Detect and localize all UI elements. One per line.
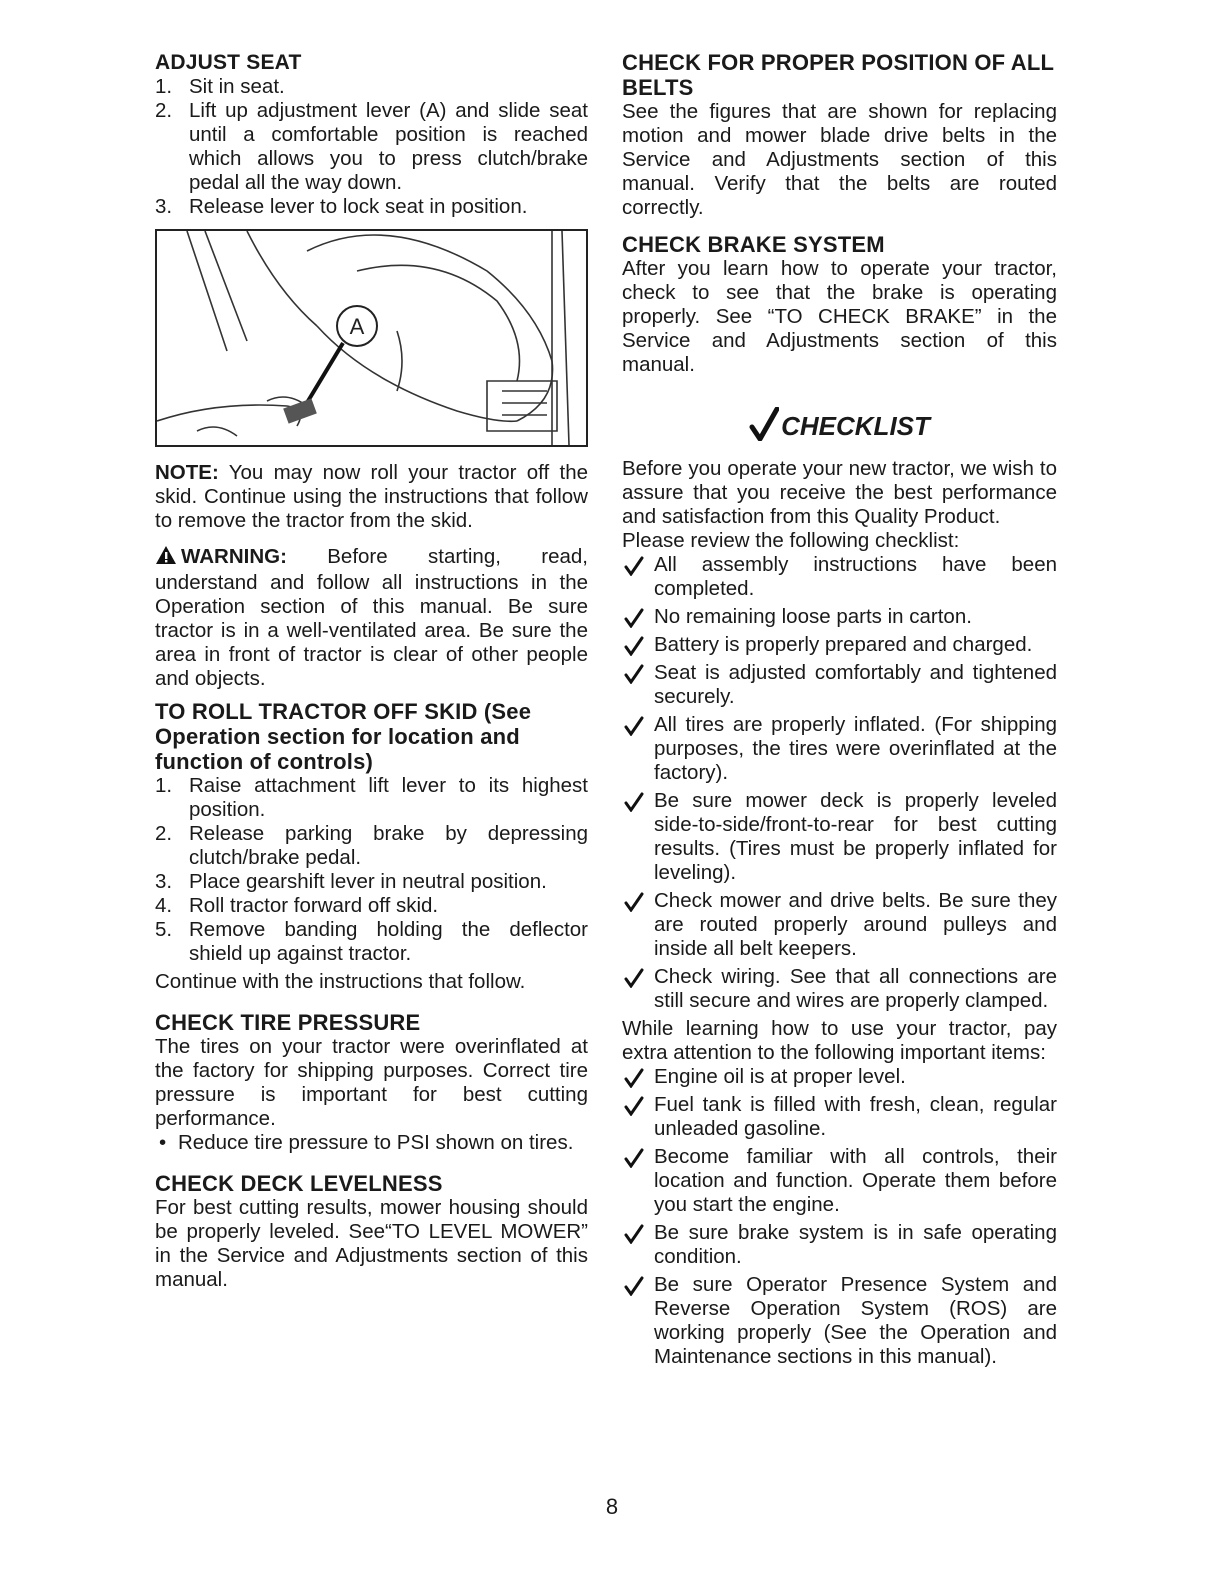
seat-illustration	[157, 231, 586, 445]
checklist-while: While learning how to use your tractor, pay extra attention to the following important items:	[622, 1017, 1057, 1064]
checklist-item: Battery is properly prepared and charged.	[622, 633, 1057, 657]
checkmark-icon	[749, 407, 779, 447]
checklist-item: Be sure mower deck is properly leveled side-to-side/front-to-rear for best cutting results. (Tires must be properly inflated for leveling).	[622, 789, 1057, 885]
tire-pressure-text: The tires on your tractor were overinflated at the factory for shipping purposes. Correct tire pressure is important for best cutting performance.	[155, 1035, 588, 1130]
checklist-intro: Before you operate your new tractor, we wish to assure that you receive the best performance and satisfaction from this Quality Product.	[622, 457, 1057, 528]
list-item: 1. Raise attachment lift lever to its highest position.	[155, 774, 588, 821]
checkmark-icon	[624, 892, 644, 912]
belts-heading: CHECK FOR PROPER POSITION OF ALL BELTS	[622, 50, 1054, 100]
tire-pressure-bullet: • Reduce tire pressure to PSI shown on tires.	[159, 1131, 574, 1154]
checkmark-icon	[624, 1068, 644, 1088]
checkmark-icon	[624, 1276, 644, 1296]
checkmark-icon	[624, 664, 644, 684]
checkmark-icon	[624, 1148, 644, 1168]
checklist-item: Check mower and drive belts. Be sure they are routed properly around pulleys and inside all belt keepers.	[622, 889, 1057, 961]
adjust-seat-heading: ADJUST SEAT	[155, 51, 302, 74]
roll-off-skid-heading: TO ROLL TRACTOR OFF SKID (See Operation section for location and function of controls)	[155, 699, 532, 774]
warning-icon	[155, 545, 177, 571]
checklist-review: Please review the following checklist:	[622, 529, 960, 552]
checklist-item: Engine oil is at proper level.	[622, 1065, 1057, 1089]
checkmark-icon	[624, 1224, 644, 1244]
checkmark-icon	[624, 968, 644, 988]
checklist-item: No remaining loose parts in carton.	[622, 605, 1057, 629]
tire-pressure-heading: CHECK TIRE PRESSURE	[155, 1010, 421, 1035]
list-item: 2. Release parking brake by depressing clutch/brake pedal.	[155, 822, 588, 869]
seat-adjustment-figure	[155, 229, 588, 447]
list-item: 2. Lift up adjustment lever (A) and slide seat until a comfortable position is reached which allows you to press clutch/brake pedal all the way down.	[155, 99, 588, 194]
brake-text: After you learn how to operate your tractor, check to see that the brake is operating properly. See “TO CHECK BRAKE” in the Service and Adjustments section of this manual.	[622, 257, 1057, 376]
roll-off-steps	[155, 774, 588, 966]
checkmark-icon	[624, 556, 644, 576]
warning-paragraph: WARNING: Before starting, read, understand and follow all instructions in the Operation section of this manual. Be sure tractor is in a well-ventilated area. Be sure the area in front of tractor is clear of other people and objects.	[155, 545, 588, 690]
brake-heading: CHECK BRAKE SYSTEM	[622, 232, 885, 257]
deck-levelness-heading: CHECK DECK LEVELNESS	[155, 1171, 443, 1196]
checklist-items	[622, 553, 1057, 1013]
list-item: 1. Sit in seat.	[155, 75, 285, 98]
checkmark-icon	[624, 608, 644, 628]
checklist-item: Be sure Operator Presence System and Reverse Operation System (ROS) are working properly (See the Operation and Maintenance sections in this manual).	[622, 1273, 1057, 1369]
checklist-item: Seat is adjusted comfortably and tightened securely.	[622, 661, 1057, 709]
adjust-seat-steps	[155, 75, 588, 219]
list-item: 3. Place gearshift lever in neutral position.	[155, 870, 547, 893]
belts-text: See the figures that are shown for replacing motion and mower blade drive belts in the Service and Adjustments section of this manual. Verify that the belts are routed correctly.	[622, 100, 1057, 219]
checklist-item: Fuel tank is filled with fresh, clean, regular unleaded gasoline.	[622, 1093, 1057, 1141]
checkmark-icon	[624, 636, 644, 656]
checklist-heading: CHECKLIST	[622, 407, 1057, 447]
left-column	[155, 50, 588, 1292]
checklist-item: Check wiring. See that all connections are still secure and wires are properly clamped.	[622, 965, 1057, 1013]
checkmark-icon	[624, 792, 644, 812]
checkmark-icon	[624, 1096, 644, 1116]
deck-levelness-text: For best cutting results, mower housing should be properly leveled. See“TO LEVEL MOWER” in the Service and Adjustments section of this manual.	[155, 1196, 588, 1291]
callout-label: A	[349, 314, 365, 339]
checklist-items-important	[622, 1065, 1057, 1369]
list-item: 3. Release lever to lock seat in position.	[155, 195, 528, 218]
checklist-item: All tires are properly inflated. (For shipping purposes, the tires were overinflated at the factory).	[622, 713, 1057, 785]
list-item: 4. Roll tractor forward off skid.	[155, 894, 439, 917]
checklist-item: All assembly instructions have been completed.	[622, 553, 1057, 601]
page-number: 8	[605, 1494, 619, 1519]
list-item: 5. Remove banding holding the deflector shield up against tractor.	[155, 918, 588, 965]
note-paragraph: NOTE: You may now roll your tractor off the skid. Continue using the instructions that follow to remove the tractor from the skid.	[155, 461, 588, 532]
continue-text: Continue with the instructions that follow.	[155, 970, 526, 993]
checklist-item: Become familiar with all controls, their location and function. Operate them before you start the engine.	[622, 1145, 1057, 1217]
right-column	[622, 50, 1057, 1373]
checklist-item: Be sure brake system is in safe operating condition.	[622, 1221, 1057, 1269]
checkmark-icon	[624, 716, 644, 736]
